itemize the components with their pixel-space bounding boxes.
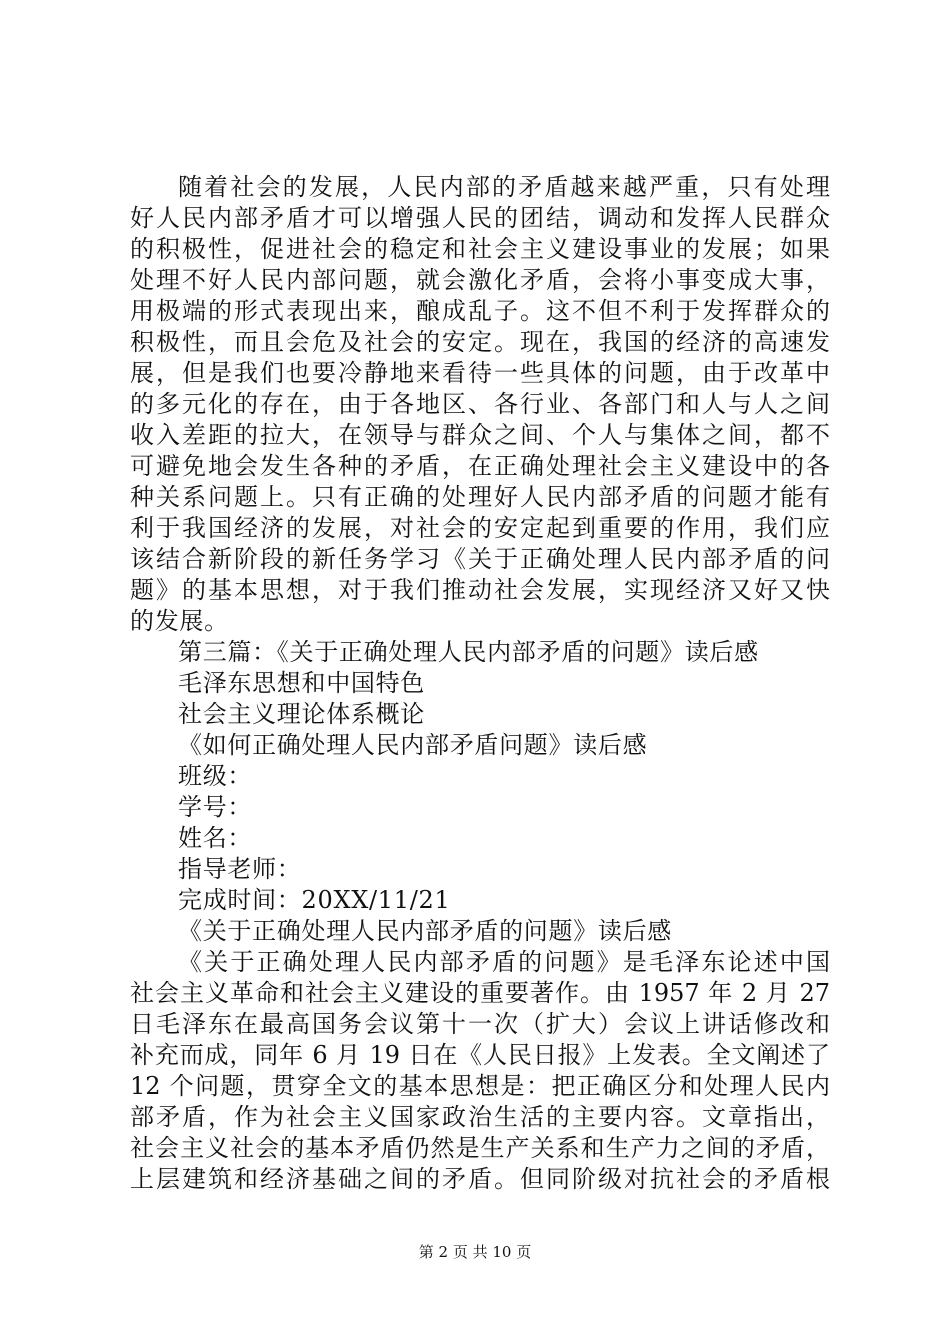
paragraph-line: 上层建筑和经济基础之间的矛盾。但同阶级对抗社会的矛盾根 bbox=[130, 1165, 830, 1193]
name-label: 姓名： bbox=[178, 824, 253, 852]
course-title-line-2: 社会主义理论体系概论 bbox=[178, 700, 425, 728]
completion-time: 完成时间：20XX/11/21 bbox=[178, 886, 451, 914]
paragraph-line: 《关于正确处理人民内部矛盾的问题》是毛泽东论述中国 bbox=[178, 948, 830, 976]
class-label: 班级： bbox=[178, 762, 253, 790]
page-indicator: 第 2 页 共 10 页 bbox=[418, 1243, 532, 1261]
paragraph-line: 该结合新阶段的新任务学习《关于正确处理人民内部矛盾的问 bbox=[130, 545, 830, 573]
advisor-label: 指导老师： bbox=[178, 855, 302, 883]
essay-subtitle: 《关于正确处理人民内部矛盾的问题》读后感 bbox=[178, 917, 672, 945]
paragraph-line: 种关系问题上。只有正确的处理好人民内部矛盾的问题才能有 bbox=[130, 483, 830, 511]
paragraph-line: 社会主义革命和社会主义建设的重要著作。由 1957 年 2 月 27 bbox=[130, 979, 830, 1007]
paragraph-line: 展，但是我们也要冷静地来看待一些具体的问题，由于改革中 bbox=[130, 359, 830, 387]
paragraph-line: 积极性，而且会危及社会的安定。现在，我国的经济的高速发 bbox=[130, 328, 830, 356]
paragraph-line: 好人民内部矛盾才可以增强人民的团结，调动和发挥人民群众 bbox=[130, 204, 830, 232]
paragraph-line: 日毛泽东在最高国务会议第十一次（扩大）会议上讲话修改和 bbox=[130, 1010, 830, 1038]
essay-title: 《如何正确处理人民内部矛盾问题》读后感 bbox=[178, 731, 648, 759]
paragraph-line: 部矛盾，作为社会主义国家政治生活的主要内容。文章指出， bbox=[130, 1103, 830, 1131]
paragraph-line: 随着社会的发展，人民内部的矛盾越来越严重，只有处理 bbox=[178, 173, 830, 201]
page-footer bbox=[0, 1242, 950, 1262]
student-id-label: 学号： bbox=[178, 793, 253, 821]
paragraph-line: 可避免地会发生各种的矛盾，在正确处理社会主义建设中的各 bbox=[130, 452, 830, 480]
document-body bbox=[130, 172, 830, 1195]
paragraph-line: 处理不好人民内部问题，就会激化矛盾，会将小事变成大事， bbox=[130, 266, 830, 294]
paragraph-line: 用极端的形式表现出来，酿成乱子。这不但不利于发挥群众的 bbox=[130, 297, 830, 325]
section-heading: 第三篇：《关于正确处理人民内部矛盾的问题》读后感 bbox=[178, 638, 759, 666]
paragraph-line: 题》的基本思想，对于我们推动社会发展，实现经济又好又快 bbox=[130, 576, 830, 604]
paragraph-line: 收入差距的拉大，在领导与群众之间、个人与集体之间，都不 bbox=[130, 421, 830, 449]
paragraph-line: 的发展。 bbox=[130, 607, 229, 635]
paragraph-line: 利于我国经济的发展，对社会的安定起到重要的作用，我们应 bbox=[130, 514, 830, 542]
course-title-line-1: 毛泽东思想和中国特色 bbox=[178, 669, 425, 697]
paragraph-line: 的积极性，促进社会的稳定和社会主义建设事业的发展；如果 bbox=[130, 235, 830, 263]
paragraph-line: 12 个问题，贯穿全文的基本思想是：把正确区分和处理人民内 bbox=[130, 1072, 830, 1100]
paragraph-line: 的多元化的存在，由于各地区、各行业、各部门和人与人之间 bbox=[130, 390, 830, 418]
paragraph-line: 社会主义社会的基本矛盾仍然是生产关系和生产力之间的矛盾， bbox=[130, 1134, 830, 1162]
paragraph-line: 补充而成，同年 6 月 19 日在《人民日报》上发表。全文阐述了 bbox=[130, 1041, 830, 1069]
